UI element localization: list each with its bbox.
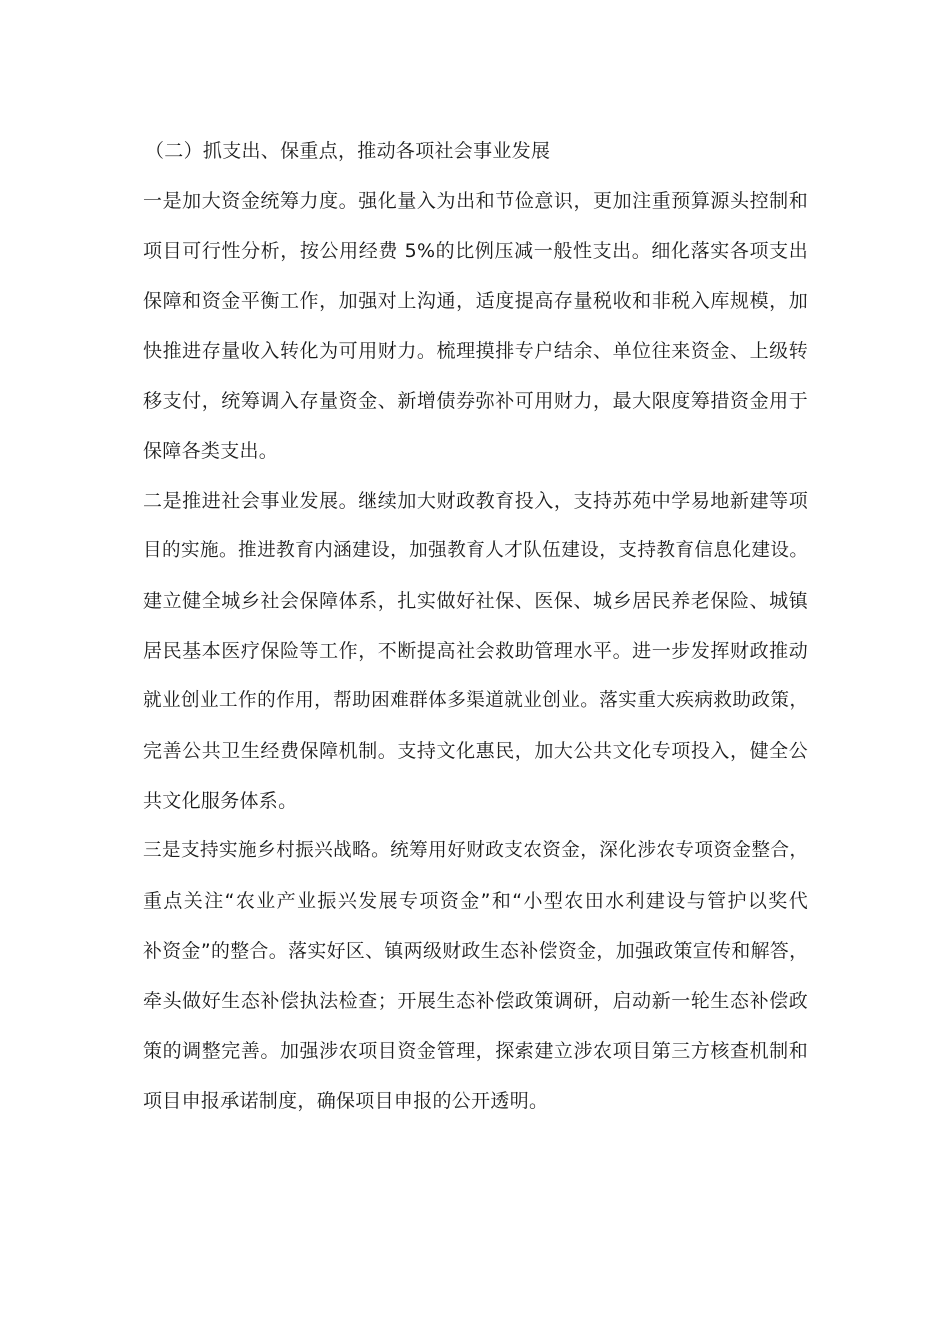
paragraph-line: 移支付，统筹调入存量资金、新增债券弥补可用财力，最大限度筹措资金用于 [143, 390, 808, 412]
paragraph-line: 牵头做好生态补偿执法检查；开展生态补偿政策调研，启动新一轮生态补偿政 [143, 990, 808, 1012]
paragraph-line: 二是推进社会事业发展。继续加大财政教育投入，支持苏苑中学易地新建等项 [143, 490, 808, 512]
heading-spacer [143, 170, 808, 182]
paragraph-line: 居民基本医疗保险等工作，不断提高社会救助管理水平。进一步发挥财政推动 [143, 640, 808, 662]
paragraph-line: 保障和资金平衡工作，加强对上沟通，适度提高存量税收和非税入库规模，加 [143, 290, 808, 312]
paragraph-line: 目的实施。推进教育内涵建设，加强教育人才队伍建设，支持教育信息化建设。 [143, 540, 808, 561]
paragraph-line: 项目申报承诺制度，确保项目申报的公开透明。 [143, 1090, 549, 1112]
paragraph-line: 策的调整完善。加强涉农项目资金管理，探索建立涉农项目第三方核查机制和 [143, 1040, 808, 1062]
paragraph-line: 共文化服务体系。 [143, 790, 298, 812]
paragraph-2 [143, 482, 808, 832]
paragraph-line: 保障各类支出。 [143, 440, 279, 462]
paragraph-line: 三是支持实施乡村振兴战略。统筹用好财政支农资金，深化涉农专项资金整合， [143, 840, 808, 861]
paragraph-line: 建立健全城乡社会保障体系，扎实做好社保、医保、城乡居民养老保险、城镇 [143, 590, 808, 612]
paragraph-line: 完善公共卫生经费保障机制。支持文化惠民，加大公共文化专项投入，健全公 [143, 740, 808, 762]
paragraph-line: 项目可行性分析，按公用经费 5%的比例压减一般性支出。细化落实各项支出 [143, 240, 808, 262]
paragraph-line: 就业创业工作的作用，帮助困难群体多渠道就业创业。落实重大疾病救助政策， [143, 690, 808, 711]
section-heading: （二）抓支出、保重点，推动各项社会事业发展 [145, 140, 551, 162]
paragraph-1 [143, 182, 808, 482]
paragraph-3 [143, 832, 808, 1132]
paragraph-line: 快推进存量收入转化为可用财力。梳理摸排专户结余、单位往来资金、上级转 [143, 340, 808, 362]
paragraph-line: 补资金”的整合。落实好区、镇两级财政生态补偿资金，加强政策宣传和解答， [143, 940, 808, 962]
document-body [143, 132, 808, 1132]
paragraph-line: 重点关注“农业产业振兴发展专项资金”和“小型农田水利建设与管护以奖代 [143, 890, 808, 912]
paragraph-line: 一是加大资金统筹力度。强化量入为出和节俭意识，更加注重预算源头控制和 [143, 190, 808, 212]
